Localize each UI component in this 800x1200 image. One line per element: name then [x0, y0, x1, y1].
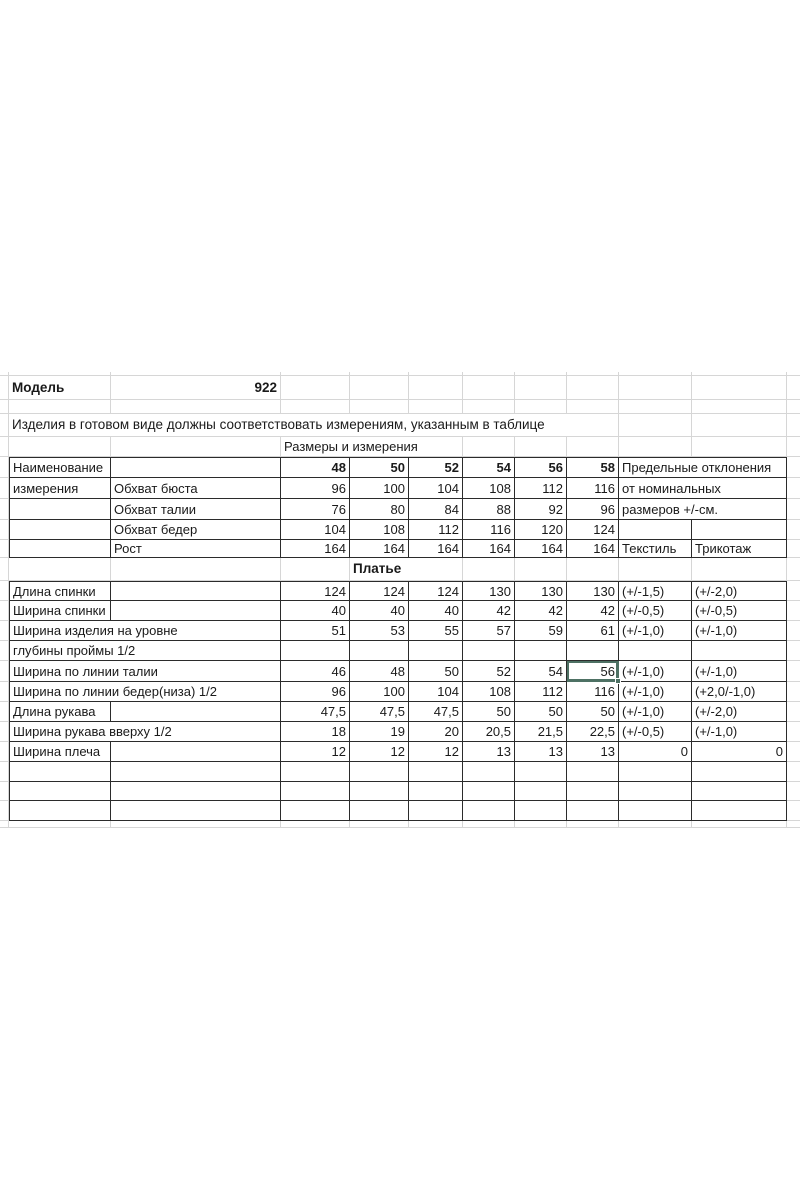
- empty-cell[interactable]: [111, 601, 281, 621]
- value-cell[interactable]: 164: [515, 540, 567, 558]
- value-cell[interactable]: 61: [567, 621, 619, 641]
- row-label-cell[interactable]: Длина рукава: [9, 702, 111, 722]
- empty-cell[interactable]: [692, 520, 787, 540]
- value-cell[interactable]: 100: [350, 478, 409, 499]
- grid-cell[interactable]: [409, 376, 463, 400]
- grid-cell: [0, 762, 9, 782]
- value-cell[interactable]: 55: [409, 621, 463, 641]
- grid-cell[interactable]: [619, 558, 692, 581]
- grid-cell[interactable]: [9, 400, 111, 414]
- size-header-cell[interactable]: 48: [281, 457, 350, 478]
- value-cell[interactable]: 124: [409, 581, 463, 601]
- value-cell[interactable]: 20: [409, 722, 463, 742]
- value-cell[interactable]: 164: [409, 540, 463, 558]
- grid-cell: [787, 400, 800, 414]
- empty-cell[interactable]: [567, 801, 619, 821]
- value-cell[interactable]: 96: [281, 478, 350, 499]
- tolerance-knit-cell[interactable]: (+/-1,0): [692, 621, 787, 641]
- value-cell[interactable]: 50: [567, 702, 619, 722]
- grid-cell: [0, 641, 9, 661]
- grid-cell: [787, 801, 800, 821]
- grid-cell[interactable]: [350, 400, 409, 414]
- header-name-cell-2[interactable]: [9, 499, 111, 520]
- value-cell[interactable]: 51: [281, 621, 350, 641]
- tolerance-knit-cell[interactable]: (+/-0,5): [692, 601, 787, 621]
- grid-cell: [787, 558, 800, 581]
- value-cell[interactable]: 164: [463, 540, 515, 558]
- size-header-cell[interactable]: 56: [515, 457, 567, 478]
- grid-cell: [567, 821, 619, 828]
- grid-cell[interactable]: [463, 437, 515, 457]
- grid-cell: [0, 437, 9, 457]
- tolerance-textile-cell[interactable]: (+/-1,0): [619, 621, 692, 641]
- grid-cell[interactable]: [281, 400, 350, 414]
- grid-cell: [111, 821, 281, 828]
- grid-cell: [787, 821, 800, 828]
- value-cell[interactable]: 104: [409, 682, 463, 702]
- tolerance-knit-cell[interactable]: (+/-1,0): [692, 722, 787, 742]
- empty-cell[interactable]: [619, 762, 692, 782]
- grid-cell: [0, 621, 9, 641]
- value-cell[interactable]: 52: [463, 661, 515, 682]
- value-cell[interactable]: 47,5: [281, 702, 350, 722]
- value-cell[interactable]: 104: [409, 478, 463, 499]
- value-cell[interactable]: 12: [350, 742, 409, 762]
- value-cell[interactable]: 164: [350, 540, 409, 558]
- grid-cell[interactable]: [619, 376, 692, 400]
- row-label-cell[interactable]: Длина спинки: [9, 581, 111, 601]
- grid-cell[interactable]: [515, 376, 567, 400]
- row-label-cell[interactable]: Ширина по линии бедер(низа) 1/2: [9, 682, 281, 702]
- size-header-cell[interactable]: 54: [463, 457, 515, 478]
- value-cell[interactable]: 22,5: [567, 722, 619, 742]
- grid-cell[interactable]: [692, 558, 787, 581]
- value-cell[interactable]: 164: [281, 540, 350, 558]
- empty-cell[interactable]: [281, 801, 350, 821]
- grid-cell[interactable]: [281, 376, 350, 400]
- grid-cell: [463, 821, 515, 828]
- grid-cell: [0, 742, 9, 762]
- value-cell[interactable]: 50: [515, 702, 567, 722]
- size-header-cell[interactable]: 52: [409, 457, 463, 478]
- grid-cell[interactable]: [619, 437, 692, 457]
- tolerance-knit-cell[interactable]: (+2,0/-1,0): [692, 682, 787, 702]
- value-cell[interactable]: 84: [409, 499, 463, 520]
- empty-cell[interactable]: [515, 782, 567, 801]
- value-cell[interactable]: 47,5: [409, 702, 463, 722]
- header-name-cell-2[interactable]: [9, 540, 111, 558]
- grid-cell[interactable]: [619, 414, 692, 437]
- value-cell[interactable]: 120: [515, 520, 567, 540]
- empty-cell[interactable]: [111, 702, 281, 722]
- grid-cell[interactable]: [515, 437, 567, 457]
- note-cell[interactable]: Изделия в готовом виде должны соответствовать измерениям, указанным в таблице: [9, 414, 619, 437]
- grid-cell[interactable]: [515, 400, 567, 414]
- grid-cell: [0, 782, 9, 801]
- row-label-cell[interactable]: Ширина изделия на уровне: [9, 621, 281, 641]
- value-cell[interactable]: [281, 641, 350, 661]
- knit-header-cell[interactable]: Трикотаж: [692, 540, 787, 558]
- tolerance-textile-cell[interactable]: (+/-0,5): [619, 601, 692, 621]
- value-cell[interactable]: 48: [350, 661, 409, 682]
- grid-cell[interactable]: [111, 558, 281, 581]
- grid-cell[interactable]: [9, 437, 111, 457]
- tolerance-knit-cell[interactable]: (+/-2,0): [692, 702, 787, 722]
- header-empty-cell[interactable]: [111, 457, 281, 478]
- value-cell[interactable]: 59: [515, 621, 567, 641]
- grid-cell[interactable]: [463, 376, 515, 400]
- tolerance-textile-cell[interactable]: (+/-0,5): [619, 722, 692, 742]
- grid-cell[interactable]: [619, 400, 692, 414]
- grid-cell: [787, 478, 800, 499]
- grid-cell: [9, 821, 111, 828]
- row-label-cell[interactable]: глубины проймы 1/2: [9, 641, 281, 661]
- grid-cell: [787, 742, 800, 762]
- empty-cell[interactable]: [111, 581, 281, 601]
- tolerance-textile-cell[interactable]: (+/-1,0): [619, 682, 692, 702]
- grid-cell: [787, 762, 800, 782]
- grid-cell[interactable]: [567, 376, 619, 400]
- tolerance-textile-cell[interactable]: (+/-1,5): [619, 581, 692, 601]
- grid-cell: [0, 457, 9, 478]
- textile-header-cell[interactable]: Текстиль: [619, 540, 692, 558]
- grid-cell: [619, 821, 692, 828]
- grid-cell[interactable]: [409, 400, 463, 414]
- grid-cell: [0, 682, 9, 702]
- row-label-cell[interactable]: Ширина плеча: [9, 742, 111, 762]
- tolerance-knit-cell[interactable]: 0: [692, 742, 787, 762]
- value-cell[interactable]: 42: [515, 601, 567, 621]
- value-cell[interactable]: 80: [350, 499, 409, 520]
- deviation-title-cell[interactable]: Предельные отклонения: [619, 457, 787, 478]
- value-cell[interactable]: 164: [567, 540, 619, 558]
- empty-cell[interactable]: [409, 782, 463, 801]
- deviation-text-cell[interactable]: размеров +/-см.: [619, 499, 787, 520]
- value-cell[interactable]: 20,5: [463, 722, 515, 742]
- grid-cell: [787, 682, 800, 702]
- empty-cell[interactable]: [350, 762, 409, 782]
- measurement-label-cell[interactable]: Обхват бюста: [111, 478, 281, 499]
- header-name-cell-2[interactable]: измерения: [9, 478, 111, 499]
- grid-cell: [0, 581, 9, 601]
- grid-cell: [787, 414, 800, 437]
- row-label-cell[interactable]: Ширина по линии талии: [9, 661, 281, 682]
- grid-cell[interactable]: [515, 558, 567, 581]
- value-cell[interactable]: 108: [350, 520, 409, 540]
- grid-cell: [787, 641, 800, 661]
- grid-cell: [787, 437, 800, 457]
- value-cell[interactable]: 46: [281, 661, 350, 682]
- value-cell[interactable]: 42: [463, 601, 515, 621]
- selected-cell[interactable]: 56: [567, 661, 619, 682]
- value-cell[interactable]: 13: [515, 742, 567, 762]
- empty-cell[interactable]: [350, 782, 409, 801]
- grid-cell[interactable]: [350, 376, 409, 400]
- empty-cell[interactable]: [463, 782, 515, 801]
- grid-cell[interactable]: [692, 376, 787, 400]
- grid-cell: [787, 540, 800, 558]
- value-cell[interactable]: 104: [281, 520, 350, 540]
- grid-cell[interactable]: [281, 558, 350, 581]
- tolerance-knit-cell[interactable]: [692, 641, 787, 661]
- grid-cell: [787, 520, 800, 540]
- value-cell[interactable]: 112: [409, 520, 463, 540]
- grid-cell: [0, 661, 9, 682]
- empty-cell[interactable]: [515, 762, 567, 782]
- tolerance-textile-cell[interactable]: (+/-1,0): [619, 702, 692, 722]
- grid-cell: [787, 782, 800, 801]
- empty-cell[interactable]: [9, 762, 111, 782]
- grid-cell: [787, 661, 800, 682]
- value-cell[interactable]: 53: [350, 621, 409, 641]
- model-number-cell[interactable]: 922: [111, 376, 281, 400]
- grid-cell[interactable]: [567, 437, 619, 457]
- grid-cell[interactable]: [567, 400, 619, 414]
- value-cell[interactable]: 50: [463, 702, 515, 722]
- value-cell[interactable]: 21,5: [515, 722, 567, 742]
- grid-cell[interactable]: [692, 437, 787, 457]
- grid-cell: [0, 821, 9, 828]
- grid-cell[interactable]: [692, 400, 787, 414]
- empty-cell[interactable]: [281, 762, 350, 782]
- value-cell[interactable]: 124: [567, 520, 619, 540]
- grid-cell: [0, 520, 9, 540]
- value-cell[interactable]: 18: [281, 722, 350, 742]
- grid-cell: [787, 457, 800, 478]
- grid-cell[interactable]: [111, 437, 281, 457]
- grid-cell: [281, 821, 350, 828]
- empty-cell[interactable]: [692, 801, 787, 821]
- grid-cell: [0, 499, 9, 520]
- value-cell[interactable]: 130: [515, 581, 567, 601]
- empty-cell[interactable]: [9, 782, 111, 801]
- empty-cell[interactable]: [619, 801, 692, 821]
- empty-cell[interactable]: [463, 762, 515, 782]
- grid-cell: [787, 601, 800, 621]
- value-cell[interactable]: 112: [515, 682, 567, 702]
- value-cell[interactable]: 47,5: [350, 702, 409, 722]
- grid-cell: [0, 558, 9, 581]
- value-cell[interactable]: 40: [409, 601, 463, 621]
- grid-cell[interactable]: [692, 414, 787, 437]
- header-name-cell[interactable]: Наименование: [9, 457, 111, 478]
- grid-cell: [0, 414, 9, 437]
- grid-cell: [350, 821, 409, 828]
- grid-cell: [0, 376, 9, 400]
- spreadsheet-grid: [0, 372, 800, 828]
- row-label-cell[interactable]: Ширина спинки: [9, 601, 111, 621]
- grid-cell[interactable]: [9, 558, 111, 581]
- empty-cell[interactable]: [463, 801, 515, 821]
- empty-cell[interactable]: [9, 801, 111, 821]
- value-cell[interactable]: 130: [463, 581, 515, 601]
- empty-cell[interactable]: [111, 742, 281, 762]
- empty-cell[interactable]: [111, 762, 281, 782]
- tolerance-knit-cell[interactable]: (+/-2,0): [692, 581, 787, 601]
- grid-cell: [0, 601, 9, 621]
- value-cell[interactable]: 12: [409, 742, 463, 762]
- tolerance-textile-cell[interactable]: (+/-1,0): [619, 661, 692, 682]
- measurement-label-cell[interactable]: Обхват бедер: [111, 520, 281, 540]
- empty-cell[interactable]: [409, 801, 463, 821]
- grid-cell: [0, 722, 9, 742]
- empty-cell[interactable]: [567, 782, 619, 801]
- value-cell[interactable]: 50: [409, 661, 463, 682]
- grid-cell: [787, 499, 800, 520]
- value-cell[interactable]: 88: [463, 499, 515, 520]
- grid-cell: [409, 821, 463, 828]
- empty-cell[interactable]: [619, 782, 692, 801]
- empty-cell[interactable]: [409, 762, 463, 782]
- model-label-cell[interactable]: Модель: [9, 376, 111, 400]
- value-cell[interactable]: 112: [515, 478, 567, 499]
- grid-cell: [787, 621, 800, 641]
- size-header-cell[interactable]: 50: [350, 457, 409, 478]
- value-cell[interactable]: 42: [567, 601, 619, 621]
- grid-cell: [0, 478, 9, 499]
- value-cell[interactable]: 57: [463, 621, 515, 641]
- value-cell[interactable]: 124: [350, 581, 409, 601]
- grid-cell: [787, 722, 800, 742]
- tolerance-knit-cell[interactable]: (+/-1,0): [692, 661, 787, 682]
- empty-cell[interactable]: [281, 782, 350, 801]
- tolerance-textile-cell[interactable]: [619, 641, 692, 661]
- grid-cell: [0, 801, 9, 821]
- value-cell[interactable]: 92: [515, 499, 567, 520]
- empty-cell[interactable]: [350, 801, 409, 821]
- grid-cell: [515, 821, 567, 828]
- grid-cell: [787, 376, 800, 400]
- empty-cell[interactable]: [692, 762, 787, 782]
- empty-cell[interactable]: [619, 520, 692, 540]
- value-cell[interactable]: 96: [567, 499, 619, 520]
- tolerance-textile-cell[interactable]: 0: [619, 742, 692, 762]
- size-header-cell[interactable]: 58: [567, 457, 619, 478]
- grid-cell[interactable]: [111, 400, 281, 414]
- value-cell[interactable]: 108: [463, 478, 515, 499]
- value-cell[interactable]: 76: [281, 499, 350, 520]
- value-cell[interactable]: 96: [281, 682, 350, 702]
- row-label-cell[interactable]: Ширина рукава вверху 1/2: [9, 722, 281, 742]
- value-cell[interactable]: [409, 641, 463, 661]
- value-cell[interactable]: 108: [463, 682, 515, 702]
- measurement-label-cell[interactable]: Рост: [111, 540, 281, 558]
- measurement-label-cell[interactable]: Обхват талии: [111, 499, 281, 520]
- grid-cell[interactable]: [567, 558, 619, 581]
- empty-cell[interactable]: [111, 801, 281, 821]
- value-cell[interactable]: 116: [567, 478, 619, 499]
- value-cell[interactable]: [463, 641, 515, 661]
- grid-cell: [692, 821, 787, 828]
- value-cell[interactable]: [515, 641, 567, 661]
- value-cell[interactable]: 12: [281, 742, 350, 762]
- value-cell[interactable]: [567, 641, 619, 661]
- grid-cell: [0, 702, 9, 722]
- value-cell[interactable]: 40: [350, 601, 409, 621]
- value-cell[interactable]: 130: [567, 581, 619, 601]
- value-cell[interactable]: 116: [567, 682, 619, 702]
- value-cell[interactable]: 54: [515, 661, 567, 682]
- value-cell[interactable]: 13: [567, 742, 619, 762]
- deviation-text-cell[interactable]: от номинальных: [619, 478, 787, 499]
- value-cell[interactable]: 40: [281, 601, 350, 621]
- section-title-dress[interactable]: Платье: [350, 558, 463, 581]
- grid-cell: [0, 540, 9, 558]
- value-cell[interactable]: 13: [463, 742, 515, 762]
- empty-cell[interactable]: [515, 801, 567, 821]
- empty-cell[interactable]: [111, 782, 281, 801]
- section-title-sizes[interactable]: Размеры и измерения: [281, 437, 463, 457]
- header-name-cell-2[interactable]: [9, 520, 111, 540]
- value-cell[interactable]: 100: [350, 682, 409, 702]
- empty-cell[interactable]: [567, 762, 619, 782]
- grid-cell: [787, 581, 800, 601]
- grid-cell[interactable]: [463, 400, 515, 414]
- grid-cell[interactable]: [463, 558, 515, 581]
- grid-cell: [0, 400, 9, 414]
- value-cell[interactable]: 116: [463, 520, 515, 540]
- value-cell[interactable]: 124: [281, 581, 350, 601]
- value-cell[interactable]: 19: [350, 722, 409, 742]
- grid-cell: [787, 702, 800, 722]
- empty-cell[interactable]: [692, 782, 787, 801]
- value-cell[interactable]: [350, 641, 409, 661]
